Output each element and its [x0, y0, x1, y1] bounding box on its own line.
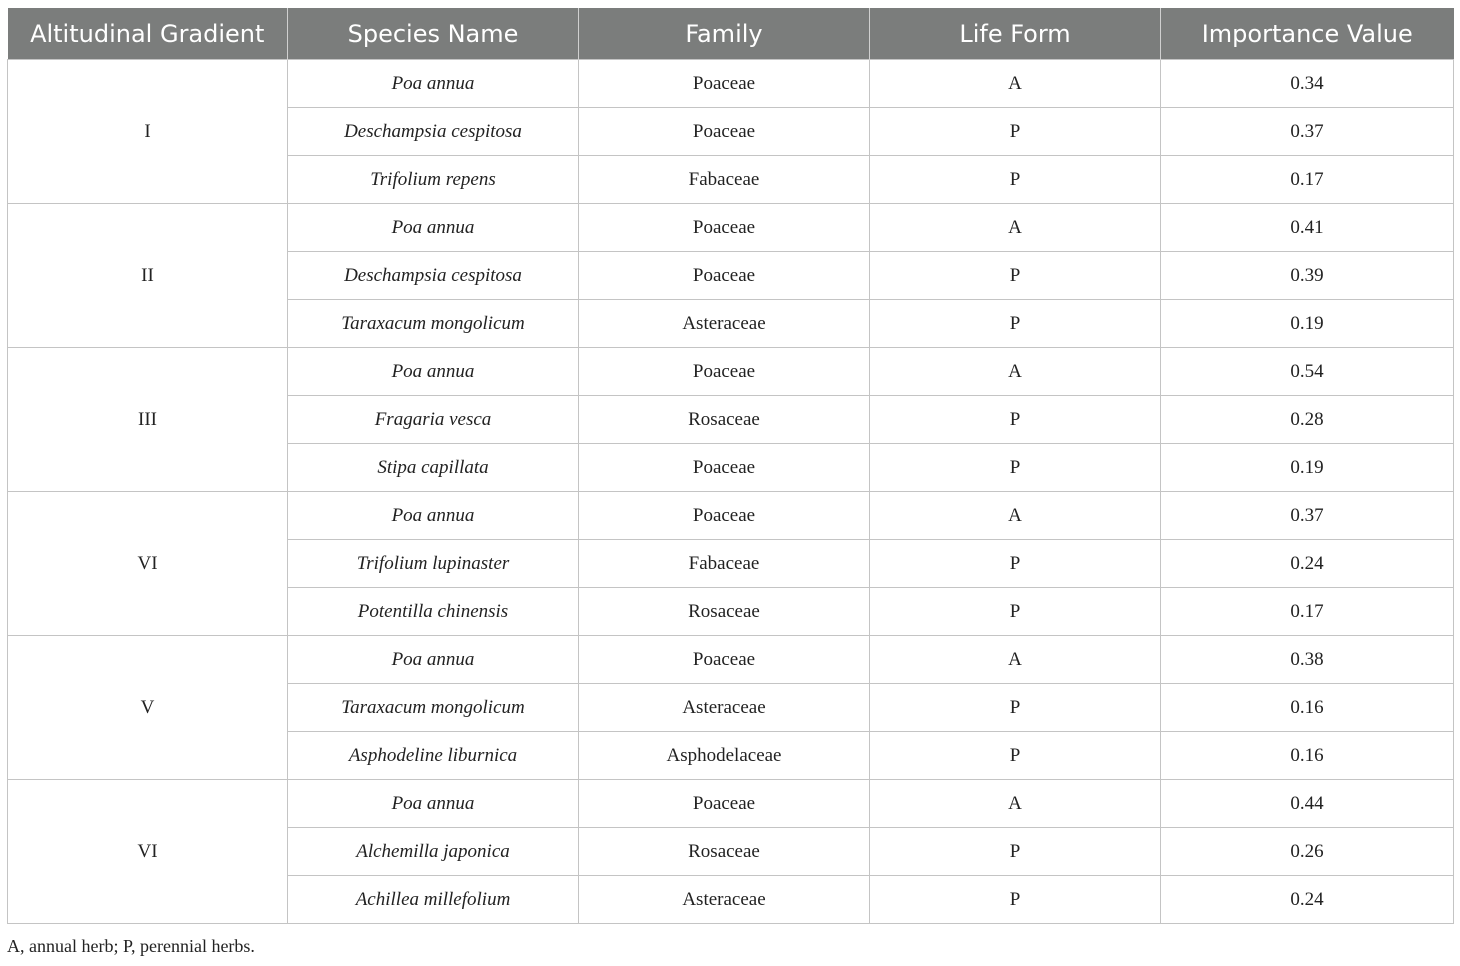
- life-form-cell: A: [870, 636, 1161, 684]
- altitudinal-gradient-cell: I: [8, 60, 288, 204]
- importance-value-cell: 0.26: [1161, 828, 1454, 876]
- species-name-cell: Trifolium lupinaster: [288, 540, 579, 588]
- species-name-cell: Alchemilla japonica: [288, 828, 579, 876]
- family-cell: Poaceae: [579, 348, 870, 396]
- life-form-cell: A: [870, 348, 1161, 396]
- species-importance-table: [7, 8, 1454, 924]
- species-name-cell: Poa annua: [288, 636, 579, 684]
- altitudinal-gradient-cell: VI: [8, 492, 288, 636]
- life-form-cell: P: [870, 108, 1161, 156]
- species-name-cell: Deschampsia cespitosa: [288, 252, 579, 300]
- altitudinal-gradient-cell: V: [8, 636, 288, 780]
- header-life-form: Life Form: [870, 8, 1161, 60]
- family-cell: Poaceae: [579, 636, 870, 684]
- life-form-cell: P: [870, 444, 1161, 492]
- family-cell: Rosaceae: [579, 396, 870, 444]
- header-importance-value: Importance Value: [1161, 8, 1454, 60]
- header-family: Family: [579, 8, 870, 60]
- species-name-cell: Trifolium repens: [288, 156, 579, 204]
- life-form-cell: P: [870, 300, 1161, 348]
- life-form-cell: P: [870, 588, 1161, 636]
- life-form-cell: P: [870, 396, 1161, 444]
- species-name-cell: Potentilla chinensis: [288, 588, 579, 636]
- importance-value-cell: 0.17: [1161, 156, 1454, 204]
- life-form-cell: P: [870, 876, 1161, 924]
- family-cell: Fabaceae: [579, 540, 870, 588]
- table-footnote: A, annual herb; P, perennial herbs.: [7, 936, 255, 956]
- importance-value-cell: 0.16: [1161, 684, 1454, 732]
- family-cell: Poaceae: [579, 492, 870, 540]
- species-name-cell: Poa annua: [288, 780, 579, 828]
- species-name-cell: Poa annua: [288, 60, 579, 108]
- header-species-name: Species Name: [288, 8, 579, 60]
- table-row: [8, 780, 1454, 828]
- family-cell: Poaceae: [579, 108, 870, 156]
- life-form-cell: A: [870, 492, 1161, 540]
- table-row: [8, 60, 1454, 108]
- table-row: [8, 204, 1454, 252]
- species-name-cell: Poa annua: [288, 204, 579, 252]
- family-cell: Fabaceae: [579, 156, 870, 204]
- family-cell: Asteraceae: [579, 684, 870, 732]
- life-form-cell: P: [870, 732, 1161, 780]
- table-header: [8, 8, 1454, 60]
- family-cell: Asphodelaceae: [579, 732, 870, 780]
- header-row: [8, 8, 1454, 60]
- table-row: [8, 348, 1454, 396]
- family-cell: Asteraceae: [579, 876, 870, 924]
- family-cell: Poaceae: [579, 204, 870, 252]
- species-name-cell: Poa annua: [288, 492, 579, 540]
- altitudinal-gradient-cell: III: [8, 348, 288, 492]
- importance-value-cell: 0.44: [1161, 780, 1454, 828]
- importance-value-cell: 0.24: [1161, 876, 1454, 924]
- table-row: [8, 492, 1454, 540]
- family-cell: Rosaceae: [579, 828, 870, 876]
- life-form-cell: A: [870, 60, 1161, 108]
- species-name-cell: Poa annua: [288, 348, 579, 396]
- species-name-cell: Achillea millefolium: [288, 876, 579, 924]
- importance-value-cell: 0.24: [1161, 540, 1454, 588]
- species-name-cell: Taraxacum mongolicum: [288, 300, 579, 348]
- life-form-cell: A: [870, 204, 1161, 252]
- life-form-cell: P: [870, 828, 1161, 876]
- family-cell: Poaceae: [579, 780, 870, 828]
- importance-value-cell: 0.38: [1161, 636, 1454, 684]
- importance-value-cell: 0.19: [1161, 300, 1454, 348]
- family-cell: Asteraceae: [579, 300, 870, 348]
- table-body: [8, 60, 1454, 924]
- life-form-cell: P: [870, 540, 1161, 588]
- importance-value-cell: 0.34: [1161, 60, 1454, 108]
- table-row: [8, 636, 1454, 684]
- family-cell: Poaceae: [579, 444, 870, 492]
- importance-value-cell: 0.19: [1161, 444, 1454, 492]
- importance-value-cell: 0.17: [1161, 588, 1454, 636]
- importance-value-cell: 0.28: [1161, 396, 1454, 444]
- species-name-cell: Stipa capillata: [288, 444, 579, 492]
- header-altitudinal-gradient: Altitudinal Gradient: [8, 8, 288, 60]
- altitudinal-gradient-cell: II: [8, 204, 288, 348]
- importance-value-cell: 0.37: [1161, 108, 1454, 156]
- life-form-cell: P: [870, 684, 1161, 732]
- species-name-cell: Taraxacum mongolicum: [288, 684, 579, 732]
- species-name-cell: Asphodeline liburnica: [288, 732, 579, 780]
- life-form-cell: P: [870, 156, 1161, 204]
- importance-value-cell: 0.37: [1161, 492, 1454, 540]
- importance-value-cell: 0.39: [1161, 252, 1454, 300]
- importance-value-cell: 0.41: [1161, 204, 1454, 252]
- species-table-container: [7, 8, 1453, 924]
- family-cell: Rosaceae: [579, 588, 870, 636]
- family-cell: Poaceae: [579, 252, 870, 300]
- life-form-cell: A: [870, 780, 1161, 828]
- life-form-cell: P: [870, 252, 1161, 300]
- family-cell: Poaceae: [579, 60, 870, 108]
- species-name-cell: Fragaria vesca: [288, 396, 579, 444]
- altitudinal-gradient-cell: VI: [8, 780, 288, 924]
- importance-value-cell: 0.54: [1161, 348, 1454, 396]
- importance-value-cell: 0.16: [1161, 732, 1454, 780]
- species-name-cell: Deschampsia cespitosa: [288, 108, 579, 156]
